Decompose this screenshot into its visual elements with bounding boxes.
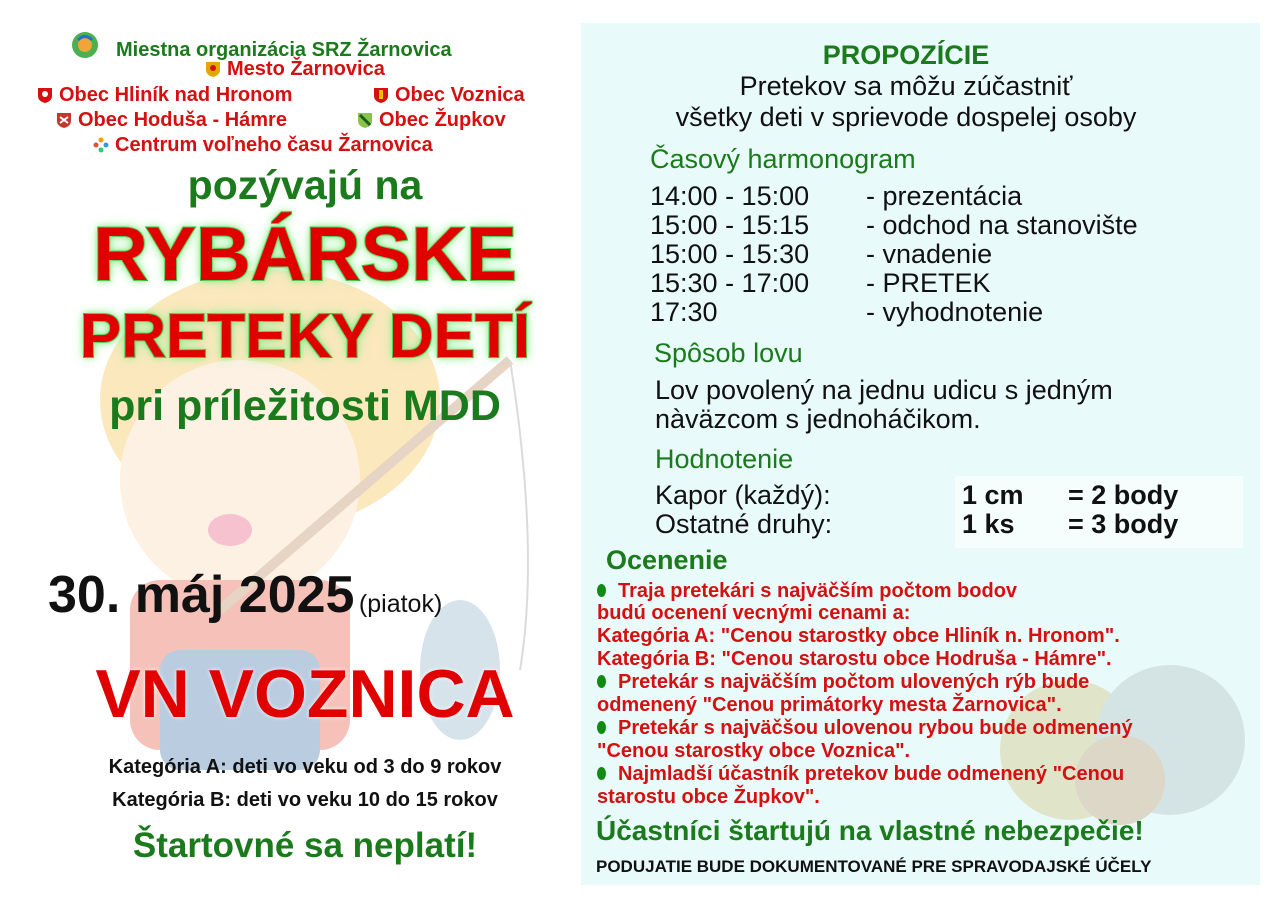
date-text: 30. máj 2025 (48, 566, 355, 624)
intro-line1: Pretekov sa môžu zúčastniť (739, 71, 1073, 101)
organizer-voznica (373, 83, 525, 108)
occasion: pri príležitosti MDD (109, 382, 501, 430)
organizer-hlinik (37, 83, 292, 108)
risk-warning: Účastníci štartujú na vlastné nebezpečie! (596, 815, 1144, 846)
weekday-text: (piatok) (358, 590, 443, 618)
schedule-time-5: 17:30 (650, 297, 718, 327)
event-title-line1: RYBÁRSKE (93, 212, 517, 297)
category-b: Kategória B: deti vo veku 10 do 15 rokov (112, 789, 498, 811)
award-line-5: Pretekár s najväčším počtom ulovených rýb bude (597, 671, 1089, 693)
hodusa-crest-icon (56, 112, 72, 128)
documentation-note: PODUJATIE BUDE DOKUMENTOVANÉ PRE SPRAVODAJSKÉ ÚČELY (596, 857, 1152, 876)
eval-label-1: Kapor (každý): (655, 480, 831, 510)
schedule-time-2: 15:00 - 15:15 (650, 210, 810, 240)
bullet-icon (597, 721, 606, 734)
organizer-zupkov (357, 108, 506, 133)
schedule-time-1: 14:00 - 15:00 (650, 181, 810, 211)
srz-logo-icon (70, 30, 100, 60)
award-line-2: budú ocenení vecnými cenami a: (597, 602, 911, 624)
award-line-7: Pretekár s najväčšou ulovenou rybou bude odmenený (597, 717, 1133, 739)
award-line-9: Najmladší účastník pretekov bude odmenený "Cenou (597, 763, 1124, 785)
event-date (48, 565, 442, 625)
schedule-item-2: - odchod na stanovište (866, 210, 1138, 240)
bullet-icon (597, 584, 606, 597)
schedule-item-4: - PRETEK (866, 268, 991, 298)
eval-label-2: Ostatné druhy: (655, 509, 833, 539)
entry-fee-note: Štartovné sa neplatí! (132, 826, 478, 865)
organizer-zupkov-label: Obec Župkov (379, 109, 506, 131)
organizer-mesto (205, 57, 385, 82)
propozicie-title: PROPOZÍCIE (822, 40, 990, 70)
award-line-4: Kategória B: "Cenou starostu obce Hodruša - Hámre". (597, 648, 1112, 670)
method-line1: Lov povolený na jednu udicu s jedným (655, 375, 1113, 405)
award-line-6: odmenený "Cenou primátorky mesta Žarnovica". (597, 694, 1062, 716)
schedule-item-3: - vnadenie (866, 239, 993, 269)
schedule-item-1: - prezentácia (866, 181, 1023, 211)
organizer-srz-label: Miestna organizácia SRZ Žarnovica (116, 39, 452, 61)
event-title-line2: PRETEKY DETÍ (79, 302, 531, 371)
intro-line2: všetky deti v sprievode dospelej osoby (675, 102, 1137, 132)
organizer-voznica-label: Obec Voznica (395, 84, 525, 106)
organizer-hodusa (56, 108, 287, 133)
invite-line: pozývajú na (187, 162, 423, 208)
schedule-time-4: 15:30 - 17:00 (650, 268, 810, 298)
organizer-centrum (93, 133, 433, 158)
event-place: VN VOZNICA (95, 656, 515, 732)
schedule-item-5: - vyhodnotenie (866, 297, 1044, 327)
eval-unit-1: 1 cm (962, 480, 1024, 510)
organizer-hlinik-label: Obec Hliník nad Hronom (59, 84, 293, 106)
eval-points-2: = 3 body (1068, 509, 1179, 539)
organizer-hodusa-label: Obec Hoduša - Hámre (78, 109, 287, 131)
bullet-icon (597, 767, 606, 780)
method-line2: nàväzcom s jednoháčikom. (655, 404, 981, 434)
bullet-icon (597, 675, 606, 688)
award-title: Ocenenie (606, 545, 728, 575)
schedule-title: Časový harmonogram (650, 144, 916, 174)
award-line-10: starostu obce Župkov". (597, 786, 820, 808)
organizer-mesto-label: Mesto Žarnovica (227, 58, 385, 80)
category-a: Kategória A: deti vo veku od 3 do 9 rokov (108, 756, 502, 778)
schedule-time-3: 15:00 - 15:30 (650, 239, 810, 269)
voznica-crest-icon (373, 87, 389, 103)
award-line-1: Traja pretekári s najväčším počtom bodov (597, 580, 1017, 602)
organizer-centrum-label: Centrum voľneho času Žarnovica (115, 134, 433, 156)
eval-title: Hodnotenie (655, 444, 794, 474)
award-line-3: Kategória A: "Cenou starostky obce Hliník n. Hronom". (597, 625, 1120, 647)
centrum-logo-icon (93, 137, 109, 153)
mesto-crest-icon (205, 61, 221, 77)
method-title: Spôsob lovu (654, 338, 803, 368)
hlinik-crest-icon (37, 87, 53, 103)
eval-unit-2: 1 ks (962, 509, 1015, 539)
zupkov-crest-icon (357, 112, 373, 128)
eval-points-1: = 2 body (1068, 480, 1179, 510)
award-line-8: "Cenou starostky obce Voznica". (597, 740, 911, 762)
